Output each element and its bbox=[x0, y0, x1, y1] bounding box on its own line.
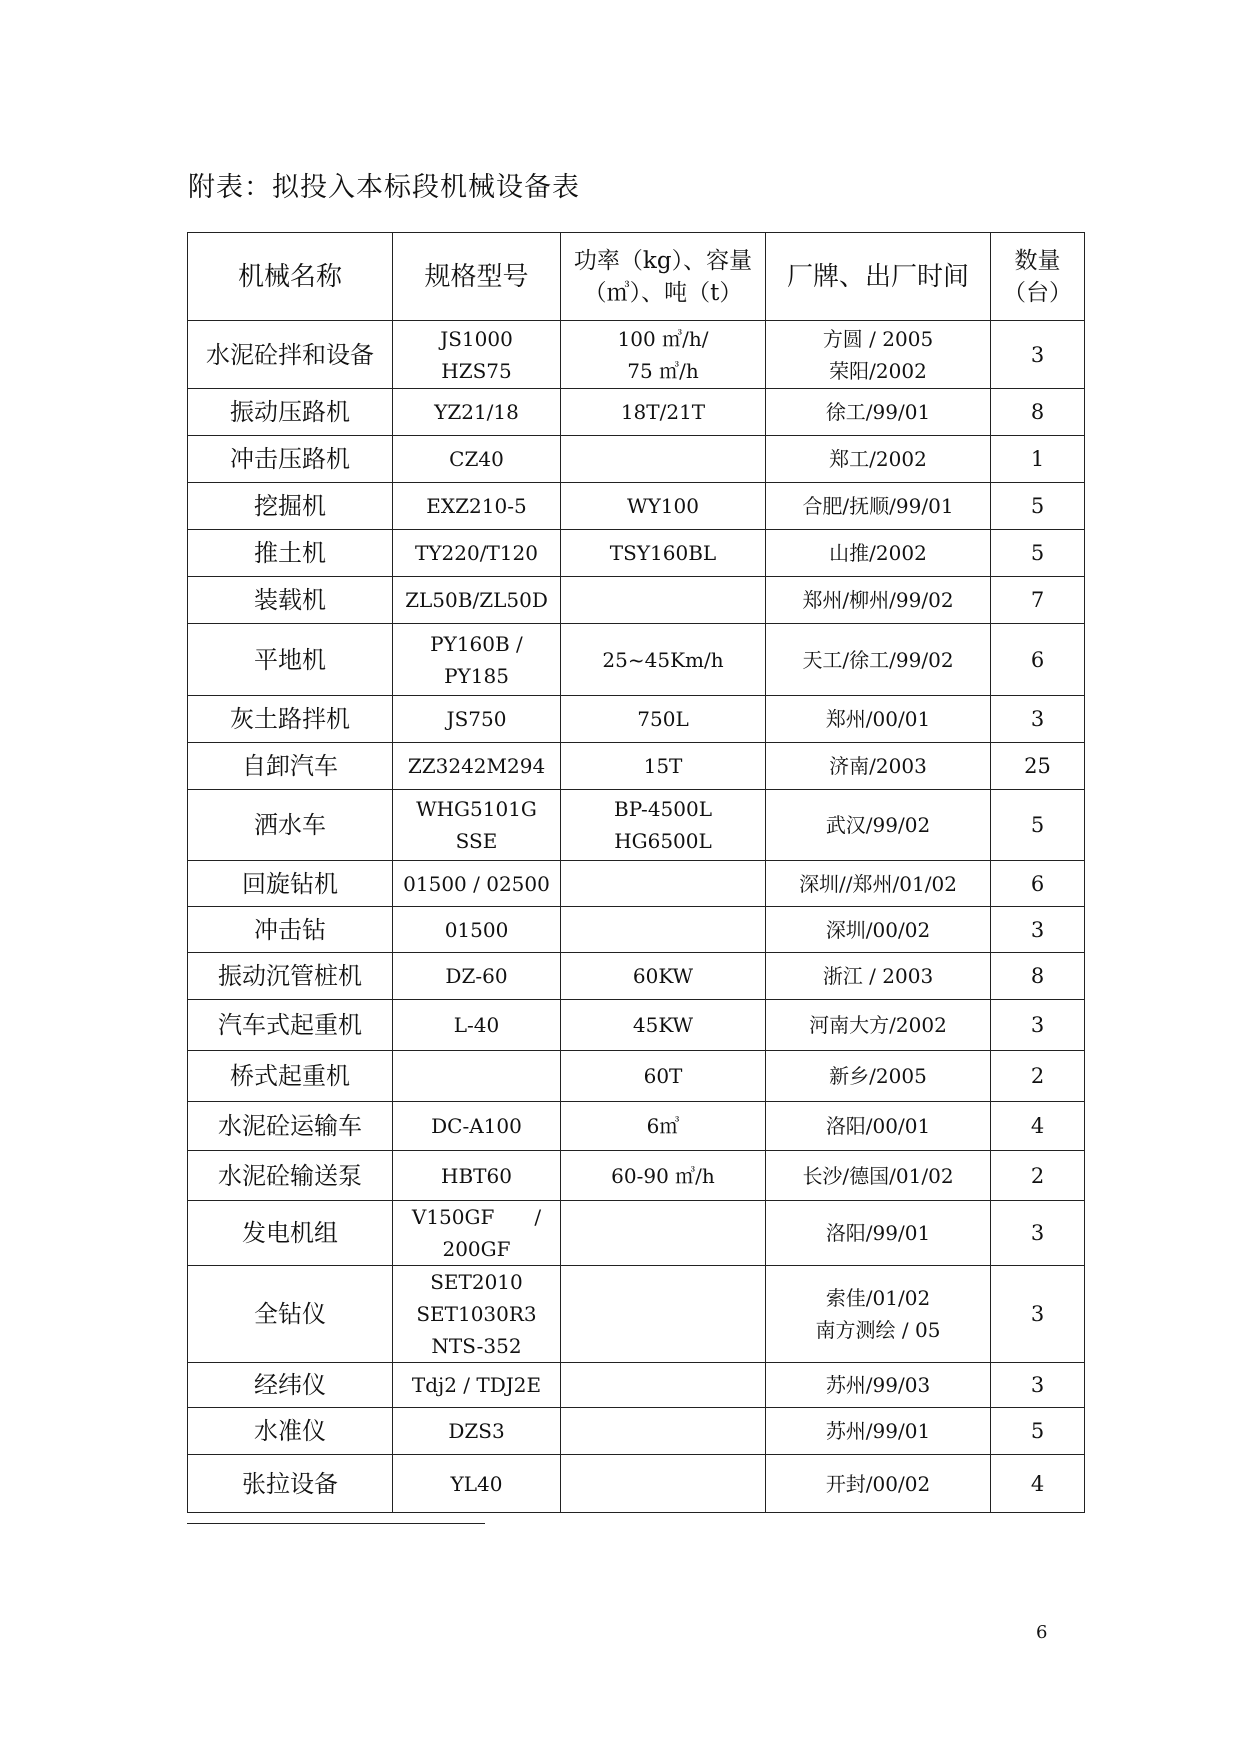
cell-qty: 7 bbox=[991, 577, 1085, 624]
cell-model-line: 01500 bbox=[444, 917, 509, 942]
cell-qty: 5 bbox=[991, 483, 1085, 530]
cell-model-line: 01500 / 02500 bbox=[403, 871, 550, 896]
cell-model bbox=[393, 696, 561, 743]
cell-power bbox=[561, 1408, 766, 1455]
table-row bbox=[188, 436, 1085, 483]
cell-power bbox=[561, 577, 766, 624]
cell-model bbox=[393, 389, 561, 436]
cell-brand-line: 索佳/01/02 bbox=[825, 1286, 931, 1310]
cell-brand bbox=[766, 321, 991, 389]
cell-power bbox=[561, 530, 766, 577]
cell-brand-line: 天工/徐工/99/02 bbox=[802, 647, 954, 672]
cell-power bbox=[561, 436, 766, 483]
cell-model bbox=[393, 436, 561, 483]
cell-power-line: HG6500L bbox=[614, 829, 712, 853]
cell-brand bbox=[766, 1363, 991, 1408]
cell-model-line: HBT60 bbox=[441, 1163, 512, 1188]
cell-brand-line: 长沙/德国/01/02 bbox=[802, 1163, 954, 1188]
cell-power-line: 15T bbox=[643, 754, 683, 778]
cell-brand-line: 济南/2003 bbox=[829, 754, 927, 778]
cell-name: 装载机 bbox=[188, 577, 393, 624]
header-model: 规格型号 bbox=[393, 233, 561, 321]
cell-power bbox=[561, 907, 766, 953]
cell-brand bbox=[766, 861, 991, 907]
cell-brand-line: 新乡/2005 bbox=[829, 1064, 927, 1088]
cell-power-line: 45KW bbox=[632, 1013, 694, 1037]
cell-name: 推土机 bbox=[188, 530, 393, 577]
table-row bbox=[188, 577, 1085, 624]
cell-model bbox=[393, 1102, 561, 1151]
cell-brand bbox=[766, 1408, 991, 1455]
cell-power bbox=[561, 953, 766, 1000]
cell-brand bbox=[766, 1151, 991, 1201]
header-brand: 厂牌、出厂时间 bbox=[766, 233, 991, 321]
cell-brand bbox=[766, 530, 991, 577]
cell-brand-line: 山推/2002 bbox=[829, 541, 927, 565]
cell-model bbox=[393, 790, 561, 861]
cell-brand bbox=[766, 790, 991, 861]
cell-name: 灰土路拌机 bbox=[188, 696, 393, 743]
equipment-table bbox=[187, 232, 1085, 1513]
cell-brand-line: 深圳/00/02 bbox=[825, 917, 931, 942]
cell-brand bbox=[766, 577, 991, 624]
cell-power-line: 60KW bbox=[632, 964, 694, 988]
cell-model-line: DZ-60 bbox=[445, 964, 508, 988]
cell-model-line: EXZ210-5 bbox=[426, 494, 527, 518]
cell-brand bbox=[766, 1201, 991, 1266]
table-row bbox=[188, 861, 1085, 907]
cell-brand bbox=[766, 696, 991, 743]
cell-name: 自卸汽车 bbox=[188, 743, 393, 790]
cell-qty: 5 bbox=[991, 530, 1085, 577]
cell-name: 桥式起重机 bbox=[188, 1051, 393, 1102]
cell-model-line: SSE bbox=[455, 829, 498, 853]
cell-qty: 1 bbox=[991, 436, 1085, 483]
cell-brand-line: 郑工/2002 bbox=[829, 447, 927, 471]
cell-brand-line: 开封/00/02 bbox=[825, 1471, 931, 1496]
cell-name: 发电机组 bbox=[188, 1201, 393, 1266]
cell-model-line: YZ21/18 bbox=[434, 400, 519, 424]
cell-name: 振动沉管桩机 bbox=[188, 953, 393, 1000]
cell-brand-line: 武汉/99/02 bbox=[825, 813, 931, 837]
header-power-line2: （㎥）、吨（t） bbox=[583, 279, 743, 306]
cell-power bbox=[561, 743, 766, 790]
cell-power bbox=[561, 1051, 766, 1102]
cell-name: 汽车式起重机 bbox=[188, 1000, 393, 1051]
cell-brand-line: 浙江 / 2003 bbox=[822, 964, 934, 988]
cell-model bbox=[393, 861, 561, 907]
table-row bbox=[188, 907, 1085, 953]
cell-model-line: DC-A100 bbox=[431, 1114, 522, 1138]
table-row bbox=[188, 790, 1085, 861]
cell-power bbox=[561, 1102, 766, 1151]
table-row bbox=[188, 530, 1085, 577]
cell-model-line: L-40 bbox=[453, 1013, 500, 1037]
cell-brand bbox=[766, 743, 991, 790]
cell-brand-line: 苏州/99/03 bbox=[825, 1373, 931, 1397]
cell-qty: 4 bbox=[991, 1455, 1085, 1513]
cell-model-line: SET1030R3 bbox=[416, 1302, 537, 1326]
cell-power bbox=[561, 321, 766, 389]
cell-brand-line: 荣阳/2002 bbox=[829, 358, 927, 383]
cell-brand bbox=[766, 389, 991, 436]
footnote-rule bbox=[187, 1523, 485, 1524]
cell-brand bbox=[766, 483, 991, 530]
cell-model bbox=[393, 1266, 561, 1363]
cell-power-line: 75 ㎥/h bbox=[627, 358, 699, 383]
table-row bbox=[188, 321, 1085, 389]
cell-model bbox=[393, 1051, 561, 1102]
cell-model bbox=[393, 530, 561, 577]
cell-brand bbox=[766, 1455, 991, 1513]
cell-qty: 2 bbox=[991, 1151, 1085, 1201]
cell-power-line: 6㎥ bbox=[646, 1114, 680, 1138]
cell-name: 张拉设备 bbox=[188, 1455, 393, 1513]
cell-brand-line: 南方测绘 / 05 bbox=[815, 1318, 941, 1342]
table-body bbox=[188, 321, 1085, 1513]
cell-brand-line: 郑州/柳州/99/02 bbox=[802, 588, 954, 612]
header-power bbox=[561, 233, 766, 321]
table-row bbox=[188, 483, 1085, 530]
cell-power bbox=[561, 696, 766, 743]
cell-brand-line: 洛阳/99/01 bbox=[825, 1221, 931, 1245]
cell-qty: 3 bbox=[991, 321, 1085, 389]
table-row bbox=[188, 1363, 1085, 1408]
cell-model-line: SET2010 bbox=[430, 1270, 523, 1294]
table-header-row bbox=[188, 233, 1085, 321]
cell-qty: 6 bbox=[991, 624, 1085, 696]
header-qty-line1: 数量 bbox=[1014, 247, 1061, 274]
cell-name: 冲击钻 bbox=[188, 907, 393, 953]
table-row bbox=[188, 953, 1085, 1000]
cell-model-line: ZL50B/ZL50D bbox=[405, 588, 548, 612]
cell-name: 水泥砼输送泵 bbox=[188, 1151, 393, 1201]
cell-name: 平地机 bbox=[188, 624, 393, 696]
cell-model bbox=[393, 483, 561, 530]
cell-power-line: 100 ㎥/h/ bbox=[617, 326, 709, 351]
cell-brand bbox=[766, 436, 991, 483]
cell-brand-line: 河南大方/2002 bbox=[809, 1013, 947, 1037]
cell-brand-line: 深圳//郑州/01/02 bbox=[799, 871, 957, 896]
cell-power-line: 25~45Km/h bbox=[602, 647, 724, 672]
cell-power bbox=[561, 1455, 766, 1513]
table-row bbox=[188, 1408, 1085, 1455]
table-row bbox=[188, 1000, 1085, 1051]
cell-model-line: 200GF bbox=[442, 1237, 511, 1261]
header-qty bbox=[991, 233, 1085, 321]
header-power-line1: 功率（kg）、容量 bbox=[573, 247, 753, 274]
cell-name: 洒水车 bbox=[188, 790, 393, 861]
table-row bbox=[188, 624, 1085, 696]
cell-brand bbox=[766, 953, 991, 1000]
cell-qty: 3 bbox=[991, 1363, 1085, 1408]
cell-qty: 3 bbox=[991, 1266, 1085, 1363]
cell-power bbox=[561, 1363, 766, 1408]
header-qty-line2: （台） bbox=[1003, 279, 1072, 306]
cell-qty: 4 bbox=[991, 1102, 1085, 1151]
cell-name: 水准仪 bbox=[188, 1408, 393, 1455]
table-row bbox=[188, 1151, 1085, 1201]
cell-model bbox=[393, 577, 561, 624]
cell-model bbox=[393, 1455, 561, 1513]
cell-power bbox=[561, 790, 766, 861]
cell-name: 振动压路机 bbox=[188, 389, 393, 436]
cell-power bbox=[561, 483, 766, 530]
cell-brand bbox=[766, 1266, 991, 1363]
table-row bbox=[188, 1455, 1085, 1513]
table-row bbox=[188, 696, 1085, 743]
cell-model-line: PY160B / bbox=[430, 631, 523, 656]
cell-power-line: 18T/21T bbox=[620, 400, 706, 424]
cell-power-line: 60T bbox=[643, 1064, 683, 1088]
cell-name: 全钻仪 bbox=[188, 1266, 393, 1363]
cell-model-line: V150GF / bbox=[411, 1205, 542, 1229]
cell-model-line: PY185 bbox=[444, 663, 509, 688]
cell-model-line: JS1000 bbox=[440, 326, 513, 351]
cell-brand bbox=[766, 907, 991, 953]
cell-model bbox=[393, 743, 561, 790]
cell-brand bbox=[766, 1102, 991, 1151]
cell-model-line: NTS-352 bbox=[431, 1334, 522, 1358]
cell-power bbox=[561, 1266, 766, 1363]
cell-model bbox=[393, 907, 561, 953]
page-title: 附表：拟投入本标段机械设备表 bbox=[188, 172, 580, 203]
cell-model bbox=[393, 321, 561, 389]
cell-qty: 2 bbox=[991, 1051, 1085, 1102]
cell-power bbox=[561, 1151, 766, 1201]
cell-model-line: DZS3 bbox=[448, 1419, 505, 1443]
table-row bbox=[188, 1102, 1085, 1151]
cell-name: 经纬仪 bbox=[188, 1363, 393, 1408]
cell-model-line: ZZ3242M294 bbox=[407, 754, 546, 778]
table-row bbox=[188, 1266, 1085, 1363]
table-row bbox=[188, 389, 1085, 436]
cell-brand bbox=[766, 1051, 991, 1102]
cell-power bbox=[561, 389, 766, 436]
cell-model-line: HZS75 bbox=[441, 358, 512, 383]
cell-power-line: 60-90 ㎥/h bbox=[611, 1163, 715, 1188]
cell-name: 冲击压路机 bbox=[188, 436, 393, 483]
cell-power-line: 750L bbox=[637, 707, 689, 731]
table-row bbox=[188, 743, 1085, 790]
cell-power-line: BP-4500L bbox=[614, 797, 712, 821]
table-row bbox=[188, 1201, 1085, 1266]
cell-qty: 3 bbox=[991, 1000, 1085, 1051]
cell-power-line: TSY160BL bbox=[609, 541, 717, 565]
cell-brand-line: 合肥/抚顺/99/01 bbox=[802, 494, 954, 518]
cell-name: 回旋钻机 bbox=[188, 861, 393, 907]
cell-model bbox=[393, 1363, 561, 1408]
cell-qty: 3 bbox=[991, 907, 1085, 953]
page-number: 6 bbox=[1036, 1622, 1048, 1643]
cell-model-line: YL40 bbox=[450, 1471, 503, 1496]
cell-brand bbox=[766, 1000, 991, 1051]
cell-brand-line: 郑州/00/01 bbox=[825, 707, 931, 731]
cell-model-line: Tdj2 / TDJ2E bbox=[411, 1373, 542, 1397]
cell-model-line: WHG5101G bbox=[416, 797, 537, 821]
cell-qty: 6 bbox=[991, 861, 1085, 907]
cell-qty: 5 bbox=[991, 790, 1085, 861]
cell-name: 挖掘机 bbox=[188, 483, 393, 530]
cell-qty: 8 bbox=[991, 389, 1085, 436]
cell-model-line: JS750 bbox=[446, 707, 507, 731]
cell-power-line: WY100 bbox=[627, 494, 699, 518]
cell-brand-line: 苏州/99/01 bbox=[825, 1419, 931, 1443]
cell-model bbox=[393, 1151, 561, 1201]
cell-qty: 3 bbox=[991, 1201, 1085, 1266]
table-row bbox=[188, 1051, 1085, 1102]
cell-power bbox=[561, 1201, 766, 1266]
cell-power bbox=[561, 861, 766, 907]
cell-model bbox=[393, 624, 561, 696]
header-name: 机械名称 bbox=[188, 233, 393, 321]
cell-name: 水泥砼拌和设备 bbox=[188, 321, 393, 389]
cell-name: 水泥砼运输车 bbox=[188, 1102, 393, 1151]
cell-power bbox=[561, 1000, 766, 1051]
cell-qty: 8 bbox=[991, 953, 1085, 1000]
cell-brand-line: 方圆 / 2005 bbox=[822, 326, 934, 351]
cell-qty: 3 bbox=[991, 696, 1085, 743]
cell-model bbox=[393, 1201, 561, 1266]
cell-model-line: CZ40 bbox=[449, 447, 504, 471]
cell-qty: 25 bbox=[991, 743, 1085, 790]
cell-brand-line: 洛阳/00/01 bbox=[825, 1114, 931, 1138]
cell-brand-line: 徐工/99/01 bbox=[825, 400, 931, 424]
cell-qty: 5 bbox=[991, 1408, 1085, 1455]
cell-brand bbox=[766, 624, 991, 696]
cell-model bbox=[393, 1000, 561, 1051]
cell-model bbox=[393, 953, 561, 1000]
cell-power bbox=[561, 624, 766, 696]
cell-model bbox=[393, 1408, 561, 1455]
cell-model-line: TY220/T120 bbox=[415, 541, 538, 565]
